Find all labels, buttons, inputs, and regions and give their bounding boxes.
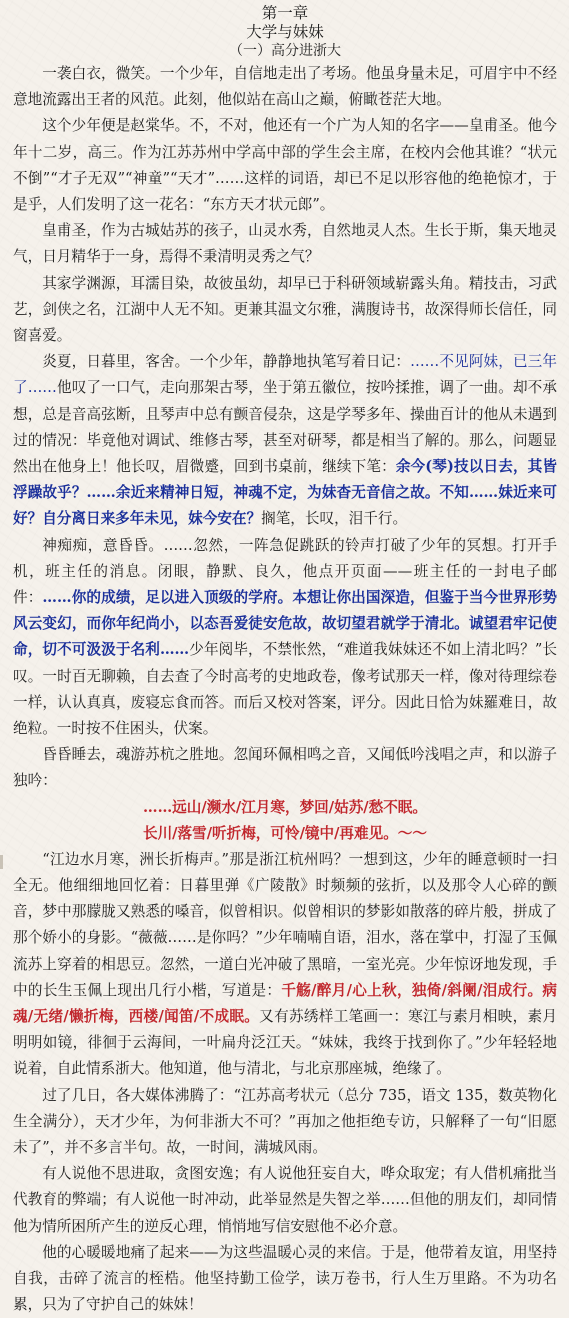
paragraph-text: 有人说他不思进取，贪图安逸；有人说他狂妄自大，哗众取宠；有人借机痛批当代教育的弊端；有人说他一时冲动，此举显然是失智之举……但他的朋友们，却同情他为情所困所产生的逆反心理，悄悄地写信安慰他不必介意。 [13,1165,557,1235]
paragraph-text: 这个少年便是赵棠华。不，不对，他还有一个广为人知的名字——皇甫圣。他今年十二岁，高三。作为江苏苏州中学高中部的学生会主席，在校内会他其谁？“状元不倒”“才子无双”“神童”“天才”……这样的词语，却已不足以形容他的绝艳惊才，于是乎，人们发明了这一花名：“东方天才状元郎”。 [13,117,557,214]
body-text-part-1 [13,61,557,795]
paragraph [13,218,557,270]
paragraph-text: 又有苏绣样工笔画一：寒江与素月相映，素月明明如镜，徘徊于云海间，一叶扁舟泛江天。“妹妹，我终于找到你了。”少年轻轻地说着，自此情系浙大。他知道，他与清北，与北京那座城，绝缘了。 [13,1007,557,1078]
paragraph-text: 其家学渊源，耳濡目染，故彼虽幼，却早已于科研领域崭露头角。精技击，习武艺，剑侠之名，江湖中人无不知。更兼其温文尔雅，满腹诗书，故深得师长信任，同窗喜爱。 [13,274,557,345]
quoted-diary-text: 余今(琴)技以日去，其皆浮躁故乎？……余近来精神日短，神魂不定，为妹杳无音信之故。不知……妹近来可好？自分离日来多年未见，妹今安在？ [13,458,557,528]
paragraph [13,271,557,350]
chapter-subtitle: 大学与妹妹 [246,23,324,41]
poem-block [13,795,557,847]
paragraph-text: 皇甫圣，作为古城姑苏的孩子，山灵水秀，自然地灵人杰。生长于斯，集天地灵气，日月精华于一身，焉得不秉清明灵秀之气？ [13,222,557,266]
paragraph-text: 少年阅毕，不禁怅然，“难道我妹妹还不如上清北吗？”长叹。一时百无聊赖，自去查了今时高考的史地政卷，像考试那天一样，像对待理综卷一样，认认真真，废寝忘食而答。而后又校对答案，评分。因此日恰为妹羅难日，故绝粒。一时按不住困头，伏案。 [13,641,557,738]
paragraph-text: 炎夏，日暮里，客舍。一个少年，静静地执笔写着日记： [42,353,411,371]
body-text-part-2 [13,847,557,1318]
paragraph [13,349,557,532]
paragraph-text: 过了几日，各大媒体沸腾了：“江苏高考状元（总分 735，语文 135，数英物化生全满分），天才少年，为何非浙大不可？”再加之他拒绝专访，只解释了一句“旧愿未了”，并不多言半句。故，一时间，满城风雨。 [13,1086,557,1156]
paragraph-text: “江边水月寒，洲长折梅声。”那是浙江杭州吗？一想到这，少年的睡意顿时一扫全无。他细细地回忆着：日暮里弹《广陵散》时频频的弦折，以及那令人心碎的颤音，梦中那朦胧又熟悉的嗓音，似曾相识。似曾相识的梦影如散落的碎片般，拼成了那个娇小的身影。“薇薇……是你吗？”少年喃喃自语，泪水，落在掌中，打湿了玉佩流苏上穿着的相思豆。忽然，一道白光冲破了黑暗，一室光亮。少年惊讶地发现，手中的长生玉佩上现出几行小楷，写道是： [13,850,557,999]
paragraph-text: 一袭白衣，微笑。一个少年，自信地走出了考场。他虽身量未足，可眉宇中不经意地流露出王者的风范。此刻，他似站在高山之巅，俯瞰苍茫大地。 [13,65,557,109]
paragraph [13,533,557,743]
paragraph [13,1083,557,1162]
poem-line: ……远山/濒水/江月寒，梦回/姑苏/愁不眠。 [142,798,427,816]
quoted-diary-text: ……你的成绩，足以进入顶级的学府。本想让你出国深造，但鉴于当今世界形势风云变幻，而你年纪尚小，以态吾爱徒安危故，故切望君就学于清北。诚望君牢记使命，切不可汲汲于名利…… [13,589,557,659]
paragraph-text: 神痴痴，意昏昏。……忽然，一阵急促跳跃的铃声打破了少年的冥想。打开手机，班主任的消息。闭眼，静默、良久，他点开页面——班主任的一封电子邮件： [13,536,557,607]
paragraph [13,1240,557,1318]
paragraph [13,847,557,1083]
paragraph-text: 他叹了一口气，走向那架古琴，坐于第五徽位，按吟揉推，调了一曲。却不承想，总是音高弦断，且琴声中总有颤音侵杂，这是学琴多年、操曲百计的他从未遇到过的情况：毕竟他对调试、维修古琴，甚至对研琴，都是相当了解的。那么，问题显然出在他身上！他长叹，眉微蹙，回到书桌前，继续下笔： [13,379,557,476]
paragraph-text: 搁笔，长叹，泪千行。 [261,510,408,528]
paragraph-text: 他的心暖暖地痛了起来——为这些温暖心灵的来信。于是，他带着友谊，用坚持自我，击碎了流言的桎梏。他坚持勤工俭学，读万卷书，行人生万里路。不为功名累，只为了守护自己的妹妹！ [13,1243,557,1314]
paragraph [13,1161,557,1240]
quoted-diary-text: ……不见阿妹，已三年了…… [13,353,557,397]
chapter-title: 第一章 [261,4,309,22]
paragraph [13,113,557,218]
page-edge-mark [0,855,3,869]
poem-inline-text: 千觞/醉月/心上秋，独倚/斜阑/泪成行。病魂/无绪/懒折梅，西楼/闻笛/不成眠。 [13,981,557,1025]
section-title: （一）高分进浙大 [229,43,341,59]
paragraph [13,61,557,113]
paragraph [13,742,557,794]
paragraph-text: 昏昏睡去，魂游苏杭之胜地。忽闻环佩相鸣之音，又闻低吟浅唱之声，和以游子独吟： [13,746,557,790]
poem-line: 长川/落雪/听折梅，可怜/镜中/再难见。～～ [142,824,427,842]
